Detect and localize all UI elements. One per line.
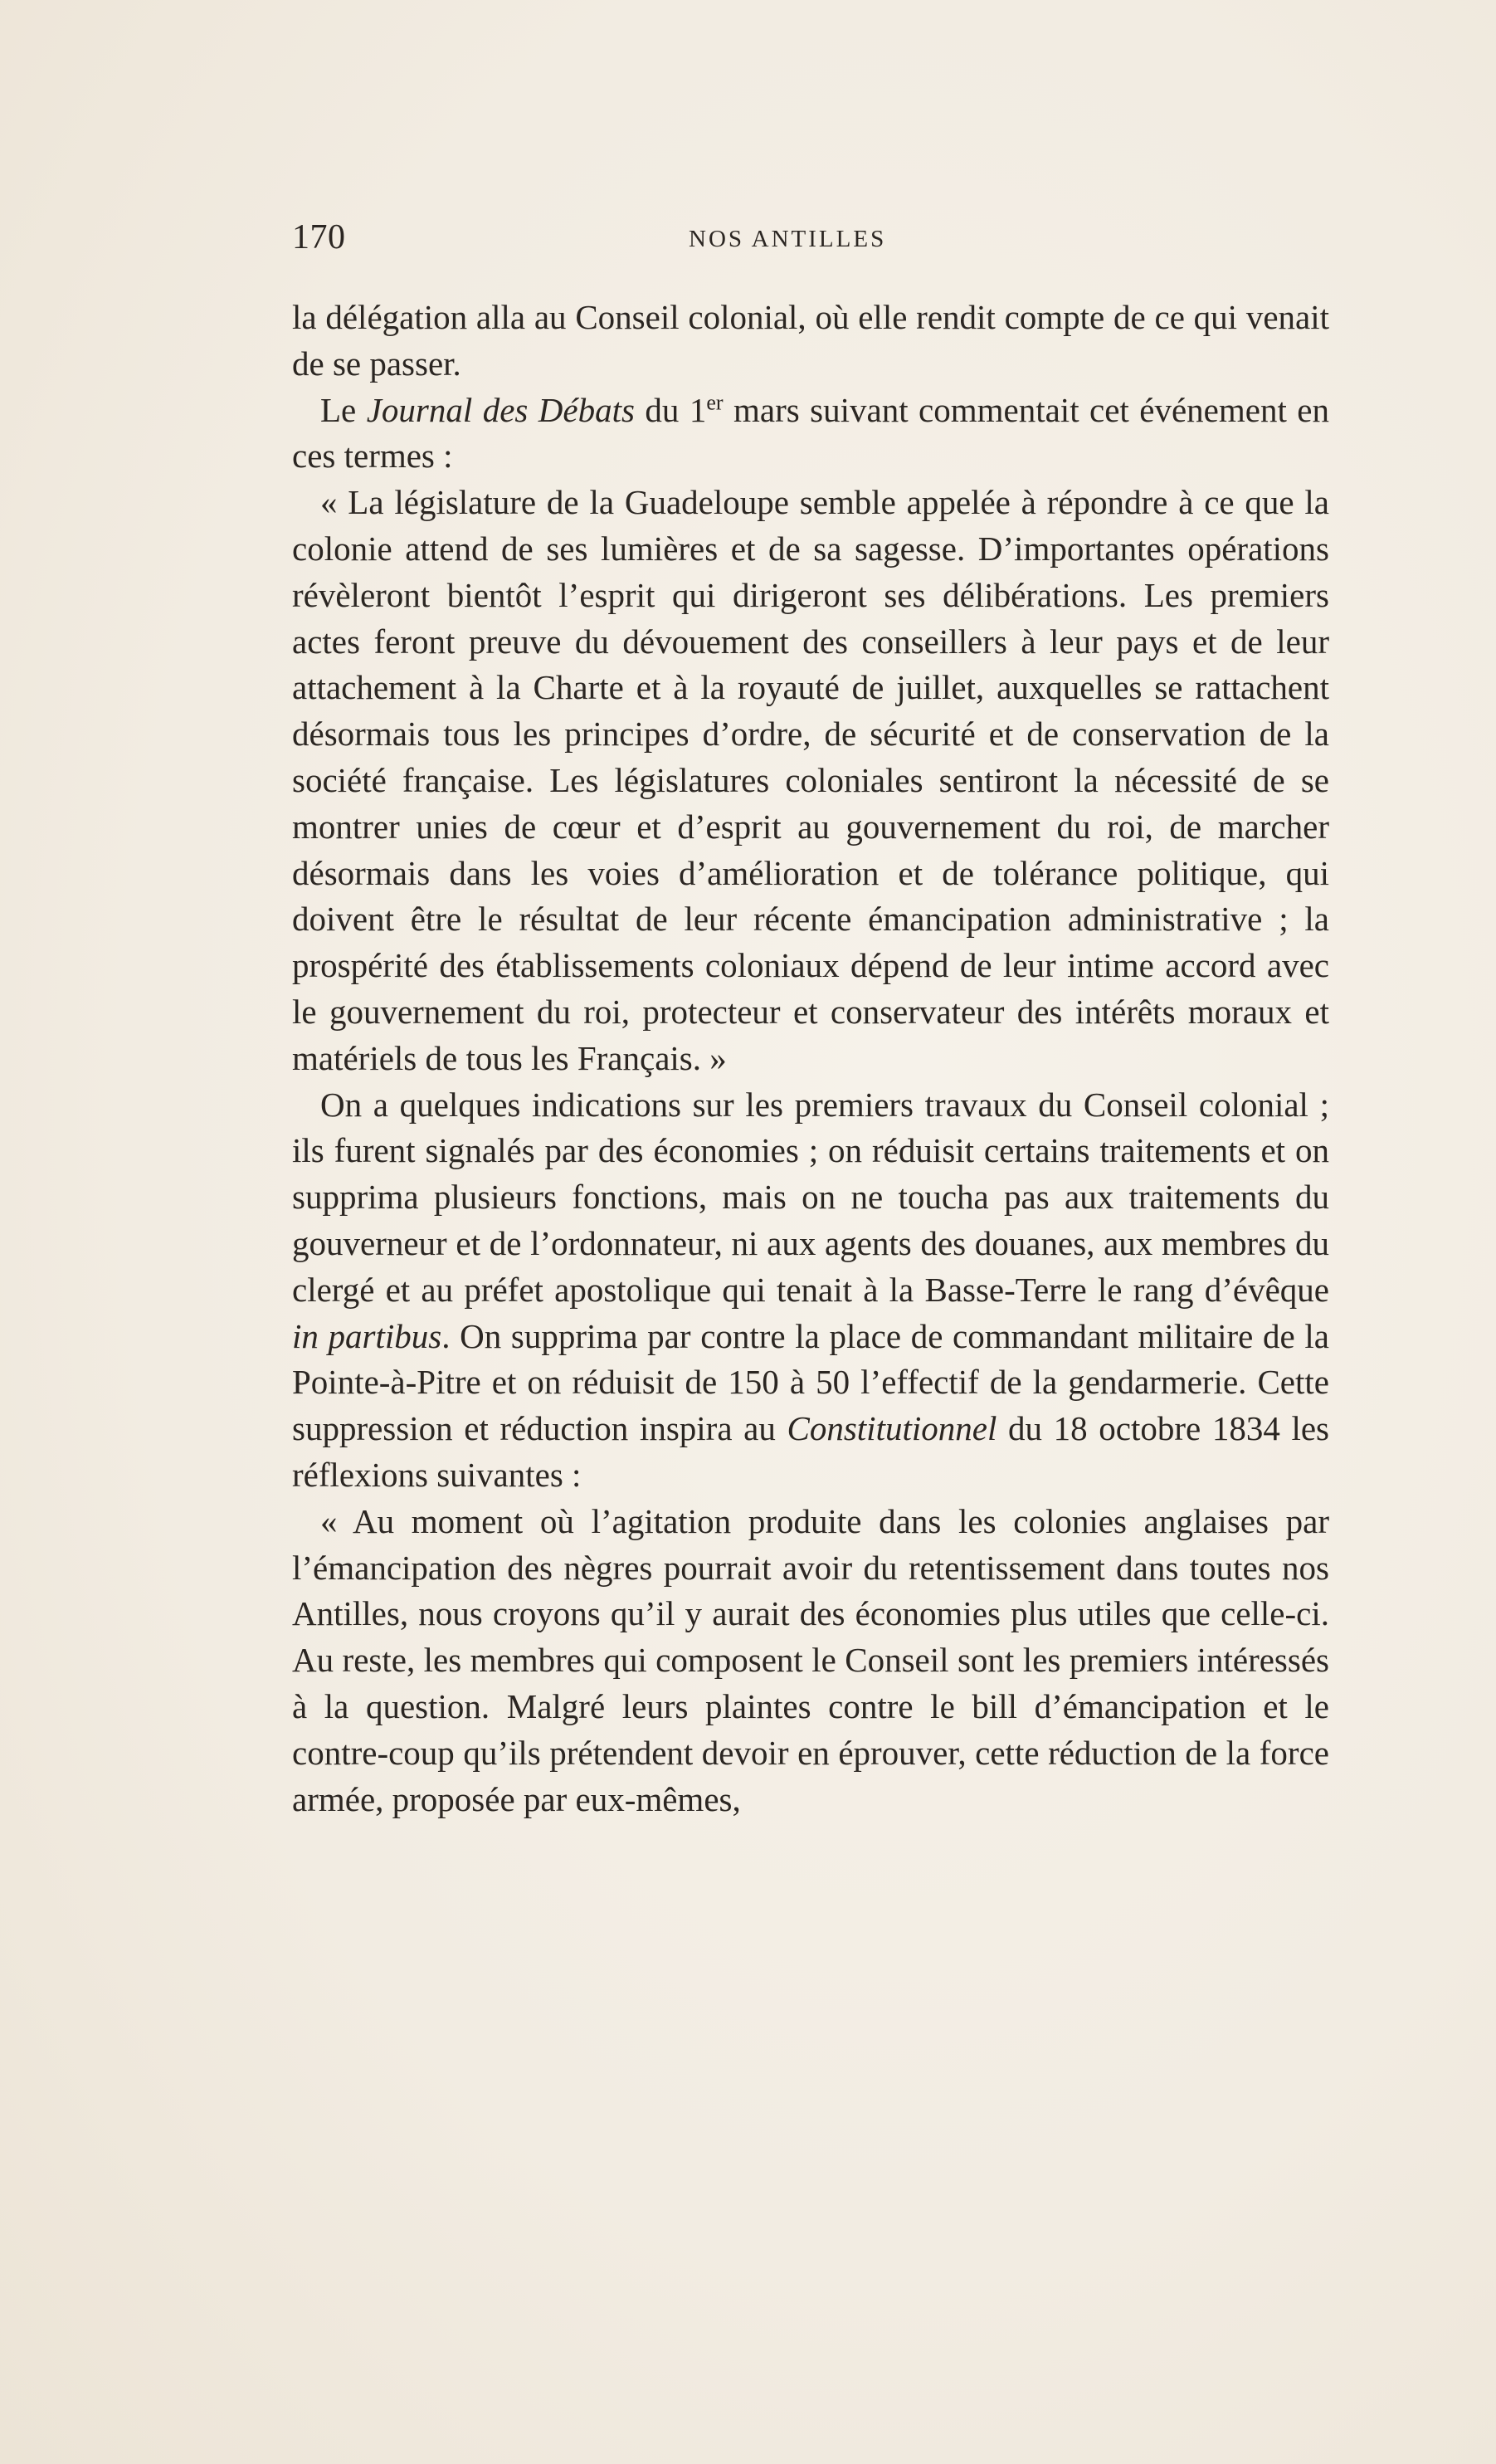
ordinal-superscript: er [706,389,724,414]
page-header [292,217,1329,267]
journal-title: Journal des Débats [366,390,635,429]
newspaper-title: Constitutionnel [787,1409,997,1448]
latin-phrase: in partibus [292,1316,442,1355]
page-number: 170 [292,218,346,256]
running-title: NOS ANTILLES [689,226,887,252]
paragraph-continuation: la délégation alla au Conseil colonial, où elle rendit compte de ce qui venait de se passer. [292,298,1329,383]
paragraph-conseil-colonial: On a quelques indications sur les premiers travaux du Conseil colonial ; ils furent signalés par des économies ; on réduisit certains traitements et on supprima plusieurs fonctions, mais on ne toucha pas aux traitements du gouverneur et de l’ordonnateur, ni aux agents des douanes, aux membres du clergé et au préfet apostolique qui tenait à la Basse-Terre le rang d’évêque in partibus. On supprima par contre la place de commandant militaire de la Pointe-à-Pitre et on réduisit de 150 à 50 l’effectif de la gendarmerie. Cette suppression et réduction inspira au Constitutionnel du 18 octobre 1834 les réflexions suivantes : [292,1085,1329,1494]
quotation-constitutionnel: « Au moment où l’agitation produite dans les colonies anglaises par l’émancipation des nègres pourrait avoir du retentissement dans toutes nos Antilles, nous croyons qu’il y aurait des économies plus utiles que celle-ci. Au reste, les membres qui composent le Conseil sont les premiers intéressés à la question. Malgré leurs plaintes contre le bill d’émancipation et le contre-coup qu’ils prétendent devoir en éprouver, cette réduction de la force armée, proposée par eux-mêmes, [292,1501,1329,1818]
paragraph-journal-des-debats: Le Journal des Débats du 1er mars suivant commentait cet événement en ces termes : [292,389,1329,476]
body-text [292,295,1329,1822]
quotation-legislature: « La législature de la Guadeloupe semble appelée à répondre à ce que la colonie attend de ses lumières et de sa sagesse. D’importantes opérations révèleront bientôt l’esprit qui dirigeront ses délibérations. Les premiers actes feront preuve du dévouement des conseillers à leur pays et de leur attachement à la Charte et à la royauté de juillet, auxquelles se rattachent désormais tous les principes d’ordre, de sécurité et de conservation de la société française. Les législatures coloniales sentiront la nécessité de se montrer unies de cœur et d’esprit au gouvernement du roi, de marcher désormais dans les voies d’amélioration et de tolérance politique, qui doivent être le résultat de leur récente émancipation administrative ; la prospérité des établissements coloniaux dépend de leur intime accord avec le gouvernement du roi, protecteur et conservateur des intérêts moraux et matériels de tous les Français. » [292,483,1329,1077]
